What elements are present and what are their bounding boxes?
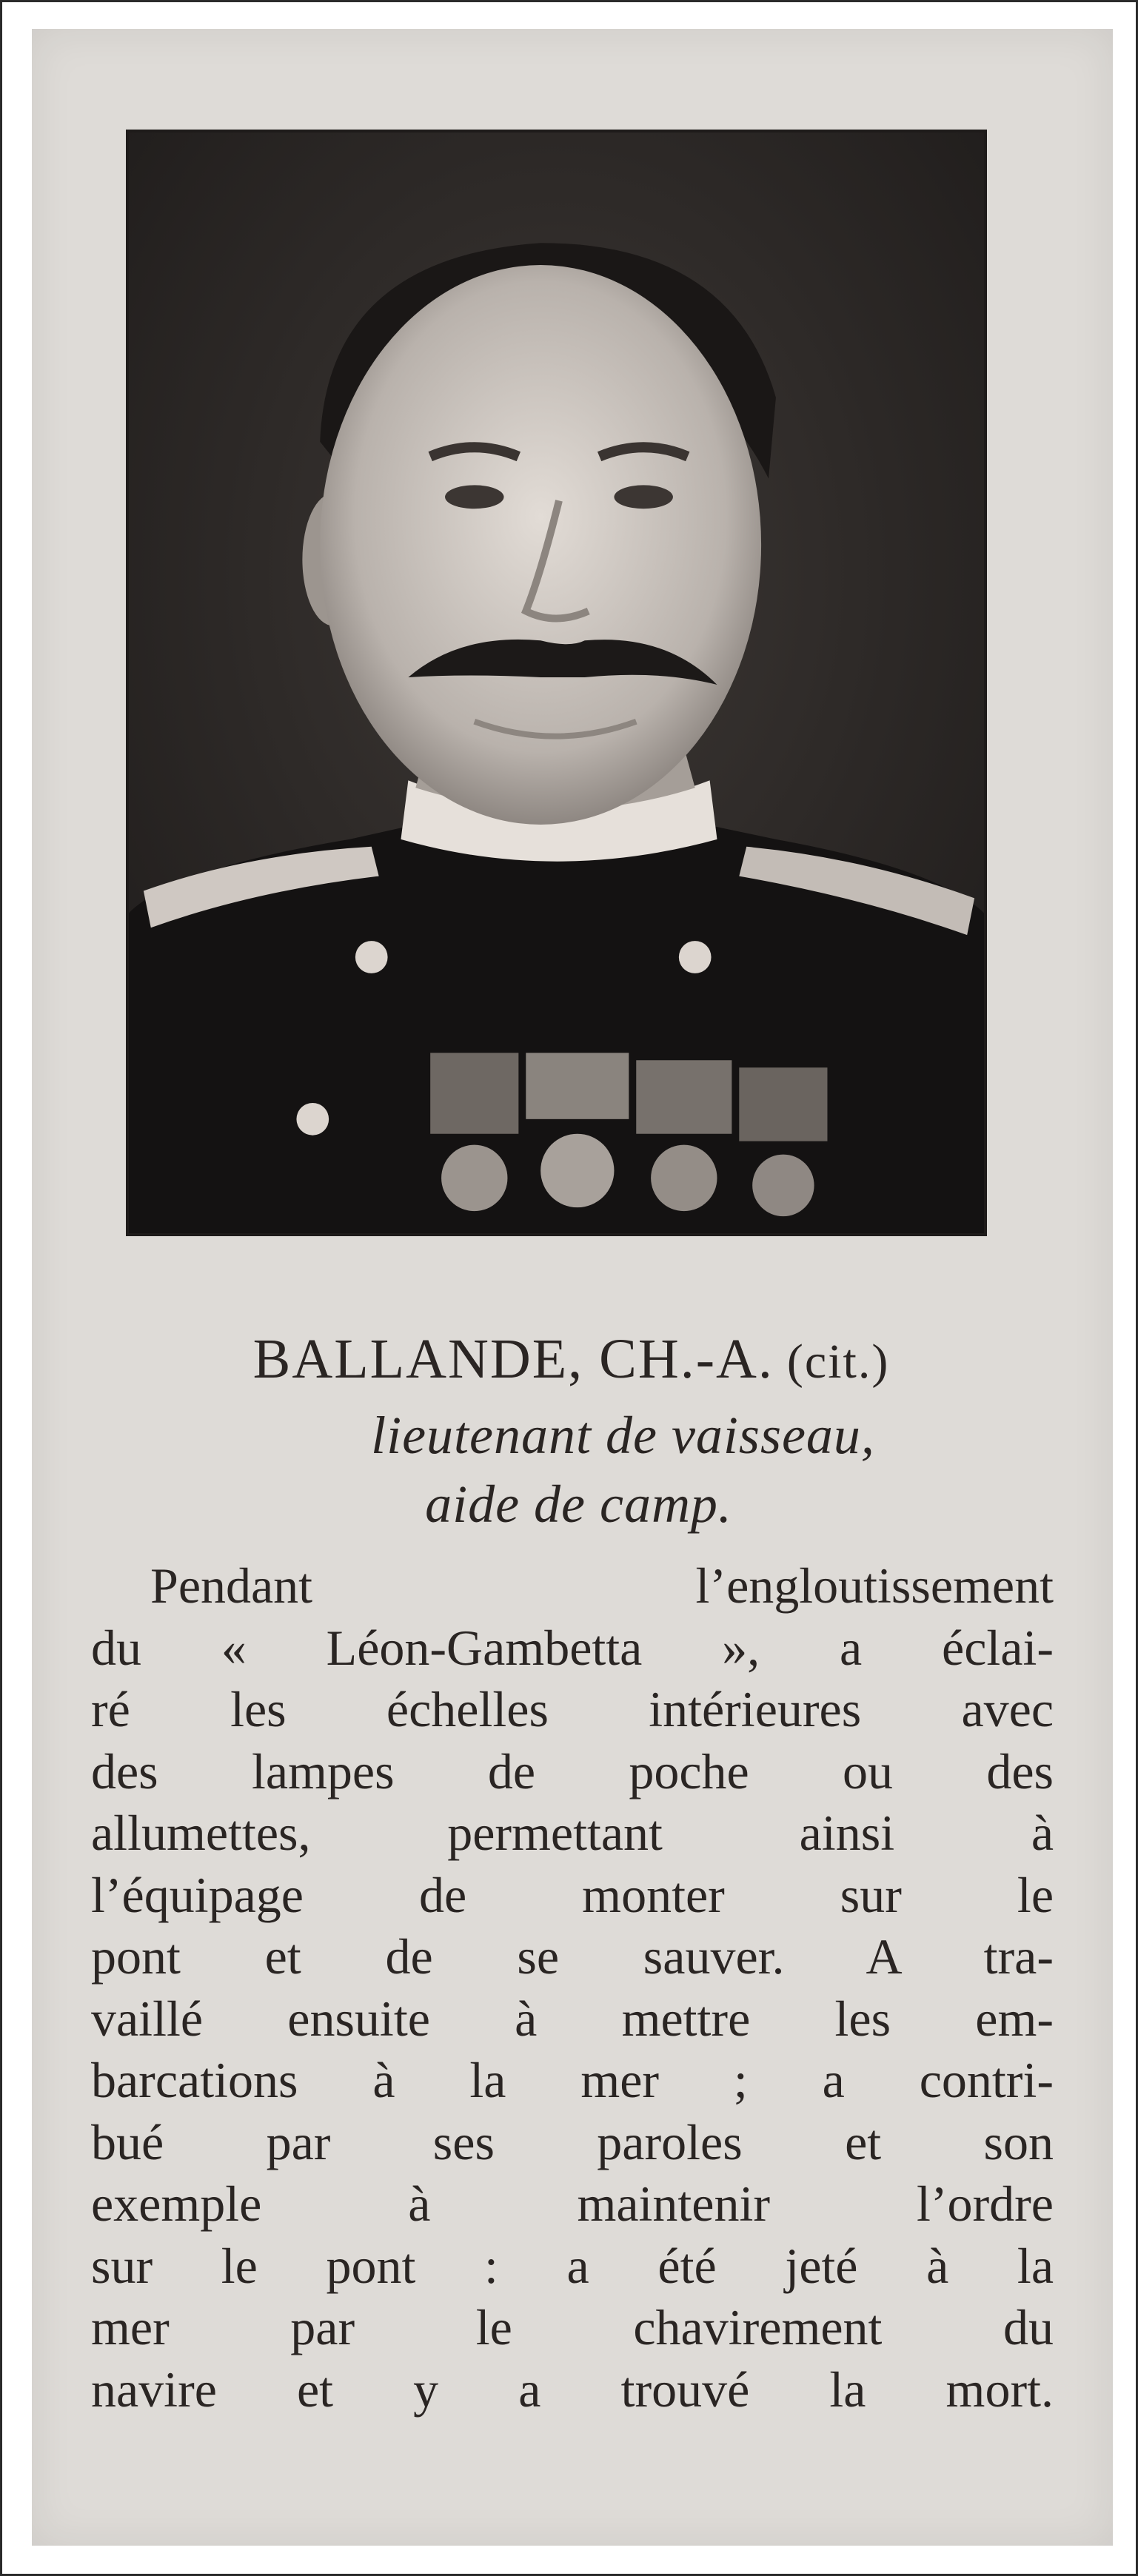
text-line: ré les échelles intérieures avec bbox=[91, 1681, 1054, 1737]
text-line: du « Léon-Gambetta », a éclai- bbox=[91, 1619, 1054, 1676]
name-text: BALLANDE, CH.-A. bbox=[252, 1328, 774, 1390]
text-line: bué par ses paroles et son bbox=[91, 2113, 1054, 2170]
text-line: exemple à maintenir l’ordre bbox=[91, 2176, 1054, 2232]
person-name bbox=[2, 1327, 1138, 1392]
text-line: barcations à la mer ; a contri- bbox=[91, 2052, 1054, 2108]
text-line: mer par le chavirement du bbox=[91, 2299, 1054, 2355]
text-line: l’équipage de monter sur le bbox=[91, 1866, 1054, 1923]
rank-line: lieutenant de vaisseau, bbox=[371, 1406, 875, 1465]
citation-mark: (cit.) bbox=[786, 1335, 890, 1389]
text-line: navire et y a trouvé la mort. bbox=[91, 2361, 1054, 2418]
function-line: aide de camp. bbox=[425, 1475, 732, 1534]
citation-text bbox=[91, 1555, 1054, 2421]
text-line: vaillé ensuite à mettre les em- bbox=[91, 1990, 1054, 2047]
text-line: sur le pont : a été jeté à la bbox=[91, 2237, 1054, 2294]
text-line: Pendant l’engloutissement bbox=[150, 1557, 1054, 1614]
text-line: pont et de se sauver. A tra- bbox=[91, 1928, 1054, 1985]
text-line: allumettes, permettant ainsi à bbox=[91, 1805, 1054, 1861]
portrait-illustration bbox=[129, 133, 984, 1233]
text-line: des lampes de poche ou des bbox=[91, 1743, 1054, 1799]
portrait-photo bbox=[126, 130, 987, 1236]
